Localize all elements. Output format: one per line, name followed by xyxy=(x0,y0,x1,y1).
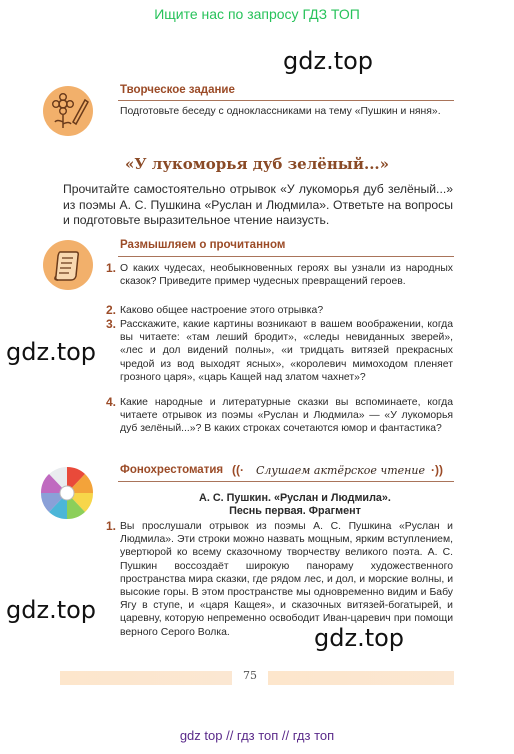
scroll-icon xyxy=(43,240,93,290)
question-text: Каково общее настроение этого отрывка? xyxy=(120,305,324,316)
page-number: 75 xyxy=(243,669,257,682)
question-text: Вы прослушали отрывок из поэмы А. С. Пушкина «Руслан и Людмила». Эти строки можно назвать мощным, ярким вступлением, увертюрой ко всему сказочному творчеству великого поэта. А. С. Пушкин воссоздаёт широкую панораму художественного пространства мира сказки, где рядом лес, и дол, и морские волны, и высокие горы. В этом пространстве мы одновременно видим и Бабу Ягу в ступе, и «царя Кащея», и сказочных витязей-богатырей, и царевну, которую непременно освободит Иван-царевич при помощи верного Серого Волка. xyxy=(120,521,453,638)
question-text: О каких чудесах, необыкновенных героях вы узнали из народных сказок? Приведите пример чудесных превращений героев. xyxy=(120,263,453,288)
phono-title: Фонохрестоматия xyxy=(120,464,224,476)
section-divider xyxy=(118,100,454,101)
section-divider xyxy=(118,256,454,257)
list-item xyxy=(106,304,453,317)
watermark: gdz.top xyxy=(314,624,405,652)
sound-waves-icon: ((· xyxy=(232,463,244,477)
watermark: gdz.top xyxy=(6,596,97,624)
creative-task-title: Творческое задание xyxy=(120,84,235,96)
poem-intro: Прочитайте самостоятельно отрывок «У лукоморья дуб зелёный...» из поэмы А. С. Пушкина «Руслан и Людмила». Ответьте на вопросы и подготовьте выразительное чтение наизусть. xyxy=(63,182,453,228)
section-divider xyxy=(118,481,454,482)
sound-waves-icon: ·)) xyxy=(431,463,443,477)
page-bar-left xyxy=(60,671,232,685)
question-number: 2. xyxy=(106,303,117,317)
reflect-title: Размышляем о прочитанном xyxy=(120,239,286,251)
question-number: 1. xyxy=(106,519,117,533)
creative-task-text: Подготовьте беседу с одноклассниками на тему «Пушкин и няня». xyxy=(120,106,441,117)
pencil-flower-icon xyxy=(43,86,93,136)
list-item xyxy=(106,520,453,639)
poem-title: «У лукоморья дуб зелёный...» xyxy=(124,155,390,173)
list-item xyxy=(106,396,453,436)
list-item xyxy=(106,262,453,288)
top-banner[interactable]: Ищите нас по запросу ГДЗ ТОП xyxy=(154,6,360,22)
question-text: Какие народные и литературные сказки вы вспоминаете, когда читаете отрывок из поэмы «Руслан и Людмила» — «У лукоморья дуб зелёный...»? В каких строках сочетаются юмор и фантастика? xyxy=(120,397,453,435)
question-number: 1. xyxy=(106,261,117,275)
watermark: gdz.top xyxy=(6,338,97,366)
question-text: Расскажите, какие картины возникают в вашем воображении, когда вы читаете: «там леший бродит», «следы невиданных зверей», «лес и дол видений полны», «и тридцать витязей прекрасных чредой из вод выходят ясных», «королевич мимоходом пленяет грозного царя», «царь Кащей над златом чахнет»? xyxy=(120,319,453,383)
bottom-banner[interactable]: gdz top // гдз топ // гдз топ xyxy=(179,728,335,743)
page-bar-right xyxy=(268,671,454,685)
listen-label: Слушаем актёрское чтение xyxy=(256,464,425,477)
question-number: 4. xyxy=(106,395,117,409)
work-title: А. С. Пушкин. «Руслан и Людмила». Песнь первая. Фрагмент xyxy=(199,492,391,518)
question-number: 3. xyxy=(106,317,117,331)
list-item xyxy=(106,318,453,384)
audio-disc-icon xyxy=(40,466,94,520)
watermark: gdz.top xyxy=(283,47,374,75)
